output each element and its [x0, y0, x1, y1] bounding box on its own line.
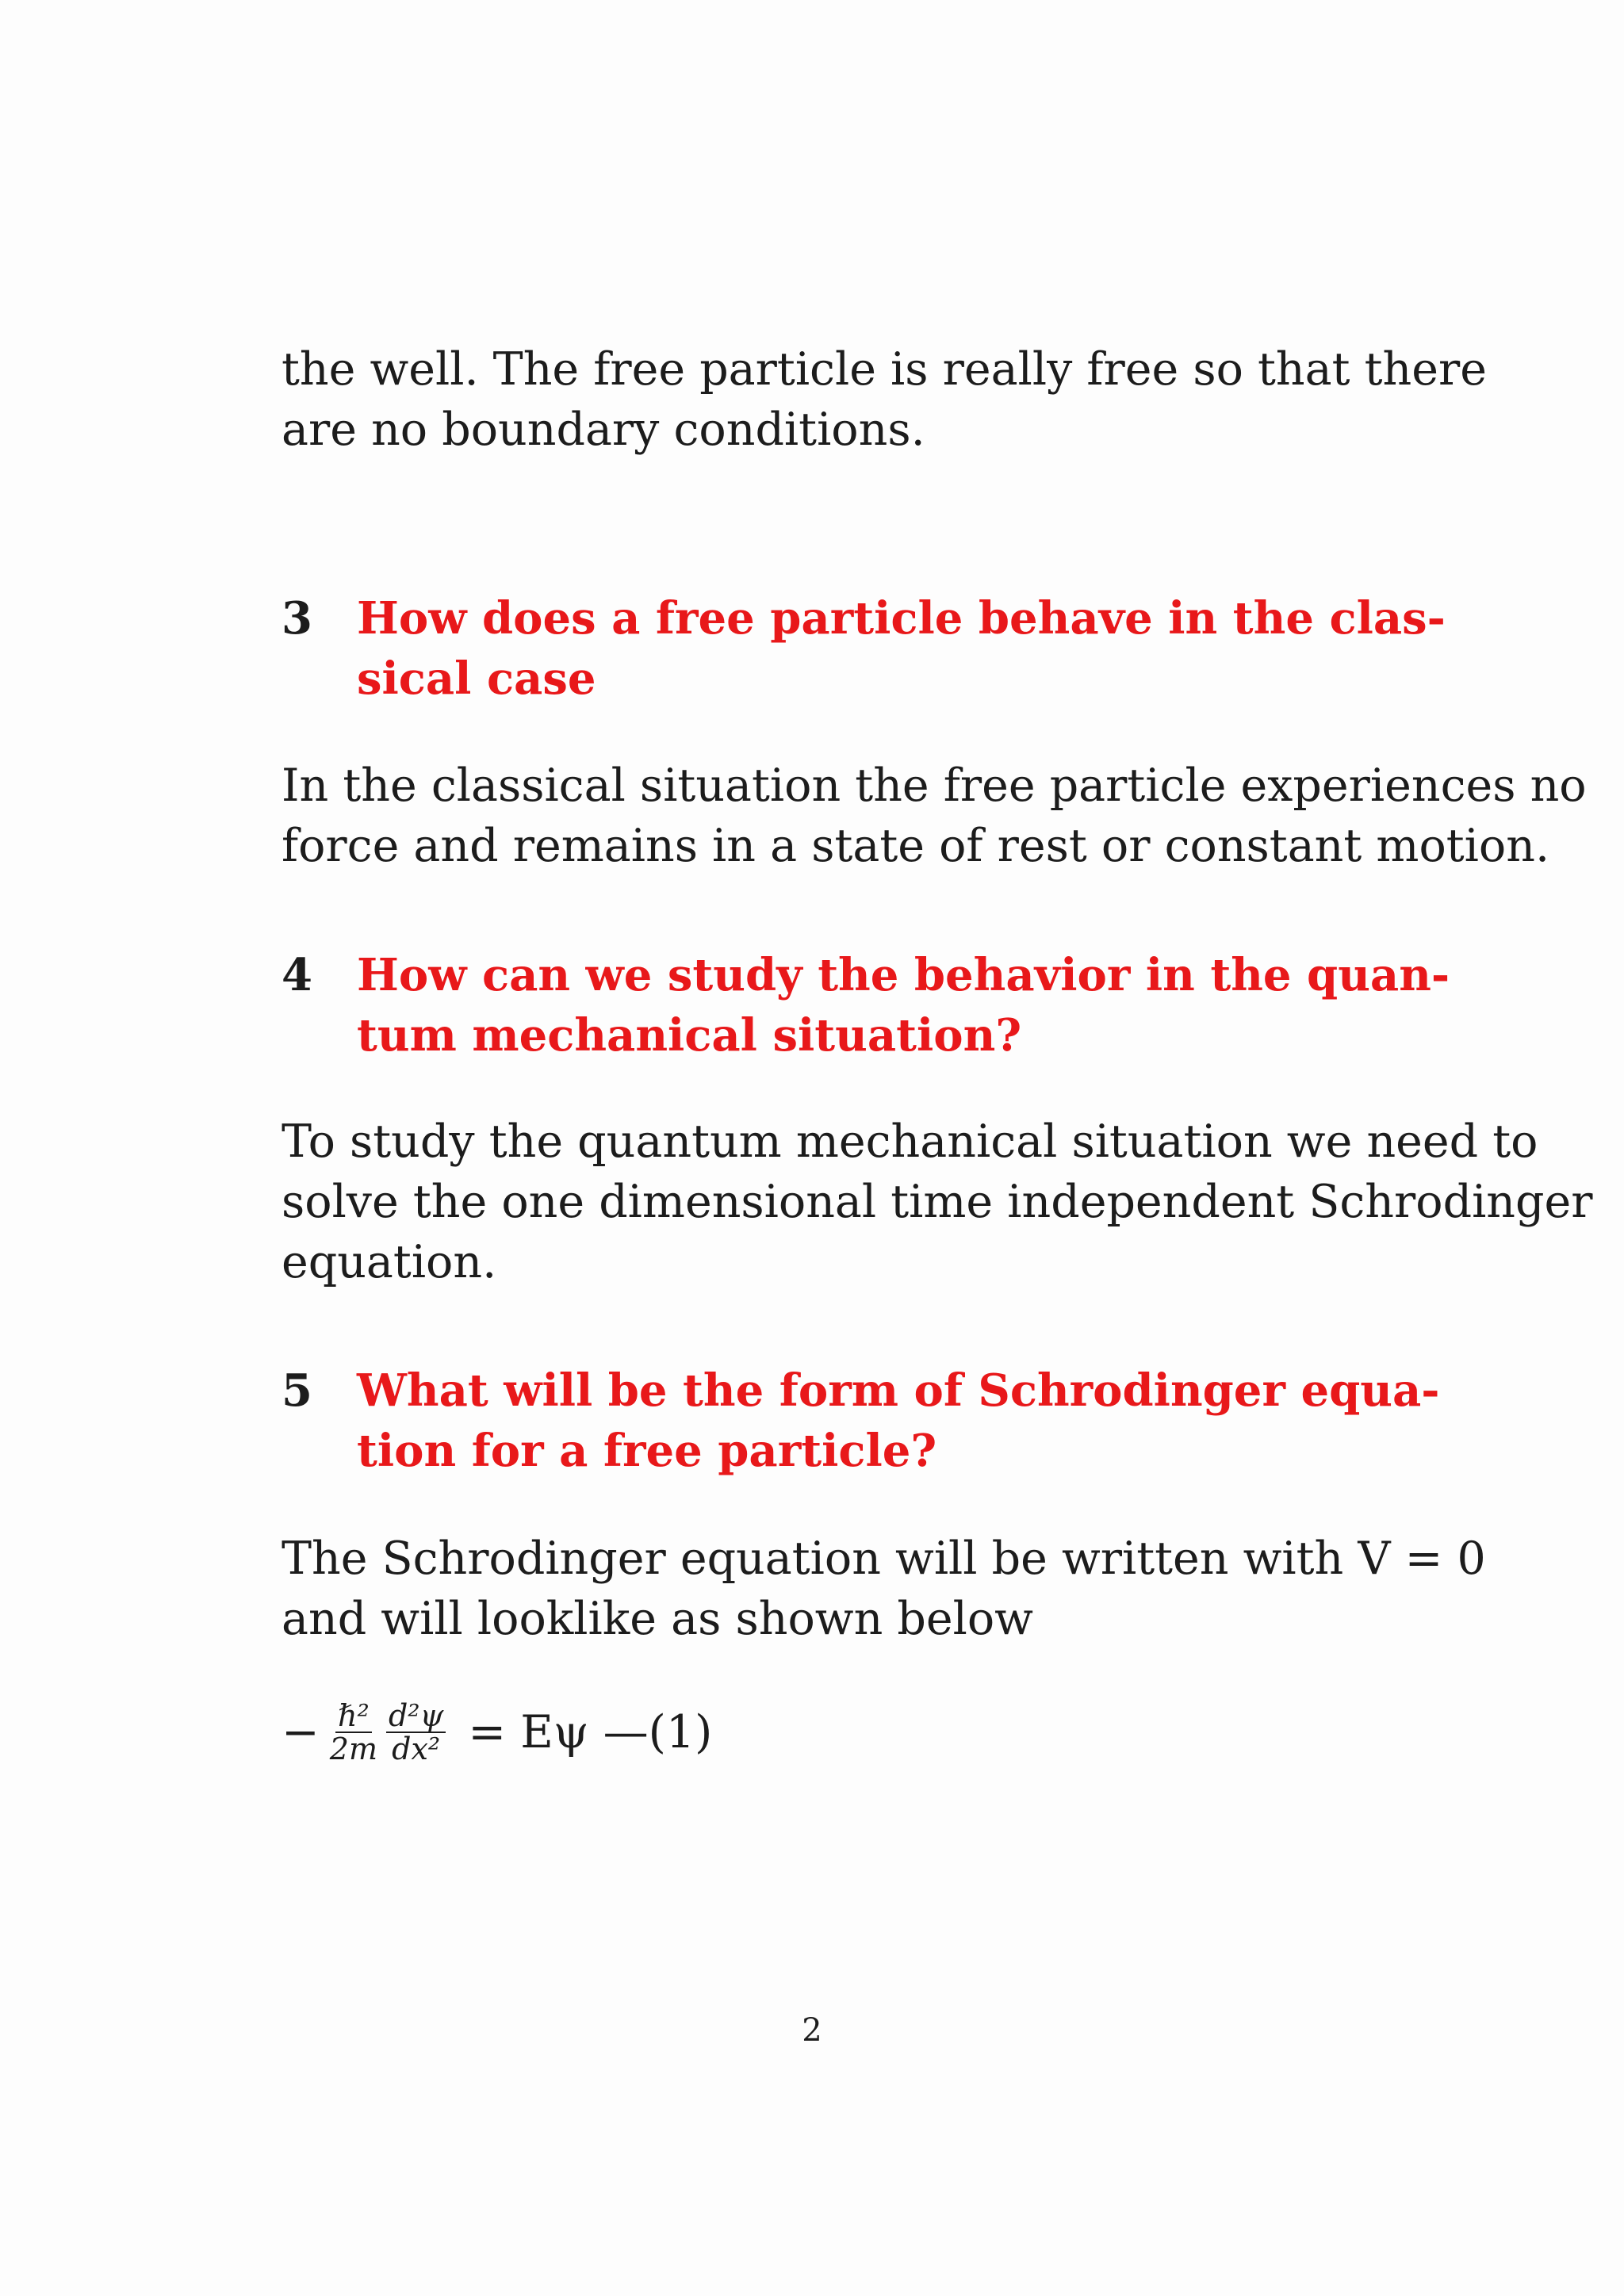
section-title: [357, 588, 1446, 709]
body-line-2: and will looklike as shown below: [282, 1593, 1033, 1645]
body-line-3: equation.: [282, 1236, 497, 1288]
section-title: [357, 1360, 1440, 1481]
body-line-2: solve the one dimensional time independent Schrodinger: [282, 1176, 1593, 1228]
body-line-2: force and remains in a state of rest or constant motion.: [282, 820, 1550, 872]
section-5-body: [282, 1529, 1486, 1649]
section-3-body: [282, 756, 1587, 876]
fraction-denominator: dx²: [392, 1732, 441, 1766]
body-line-1: In the classical situation the free particle experiences no: [282, 760, 1587, 812]
section-title-line-1: How does a free particle behave in the clas-: [357, 592, 1446, 645]
section-title-line-1: What will be the form of Schrodinger equa-: [357, 1364, 1440, 1417]
fraction-numerator: d²ψ: [386, 1700, 446, 1733]
equation-minus-sign: −: [282, 1706, 320, 1758]
body-line-1: The Schrodinger equation will be written with V = 0: [282, 1533, 1486, 1585]
equation-fraction-derivative: [386, 1700, 446, 1765]
section-title: [357, 945, 1450, 1066]
intro-paragraph: [282, 339, 1487, 460]
intro-line-2: are no boundary conditions.: [282, 404, 925, 456]
section-title-line-2: tion for a free particle?: [357, 1425, 937, 1477]
section-title-line-2: tum mechanical situation?: [357, 1009, 1022, 1062]
intro-line-1: the well. The free particle is really free so that there: [282, 343, 1487, 396]
section-4-body: [282, 1112, 1593, 1292]
schrodinger-equation: [282, 1689, 712, 1776]
fraction-denominator: 2m: [329, 1732, 377, 1766]
fraction-numerator: ℏ²: [335, 1700, 372, 1733]
page-number: 2: [802, 2012, 822, 2049]
section-number: 4: [282, 949, 312, 1001]
body-line-1: To study the quantum mechanical situation we need to: [282, 1115, 1538, 1168]
equation-right-side: = Eψ —(1): [468, 1706, 713, 1758]
section-number: 3: [282, 592, 312, 645]
section-title-line-1: How can we study the behavior in the quan-: [357, 949, 1450, 1001]
section-title-line-2: sical case: [357, 652, 596, 705]
equation-fraction-hbar: [327, 1700, 380, 1765]
section-number: 5: [282, 1364, 312, 1417]
